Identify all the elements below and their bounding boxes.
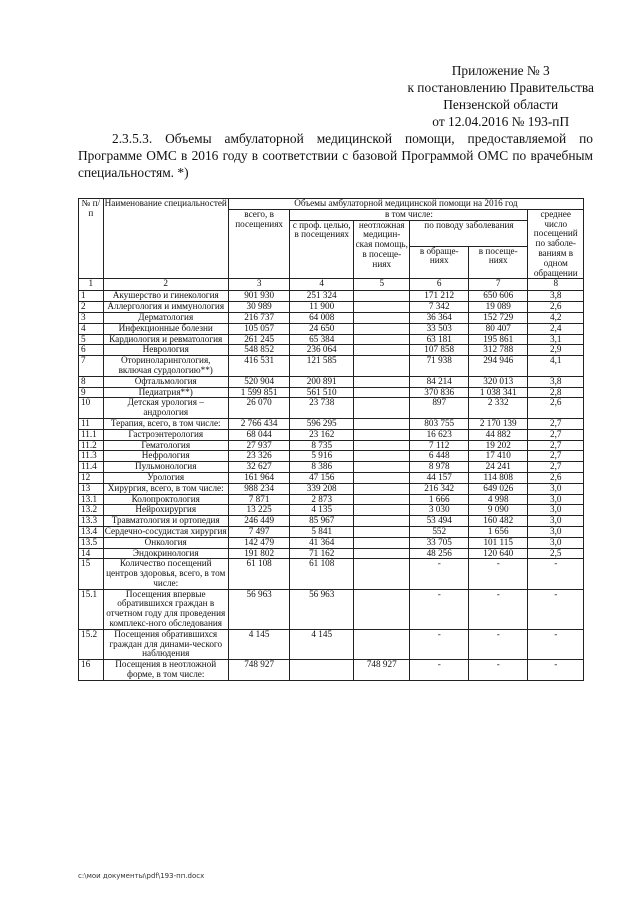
row-visits: 19 089 (468, 302, 528, 313)
row-number: 11 (79, 418, 104, 429)
row-appeals: 7 112 (410, 440, 469, 451)
row-avg: 3,0 (528, 526, 584, 537)
row-visits: 44 882 (468, 429, 528, 440)
table-row (79, 462, 584, 473)
row-total: 142 479 (228, 537, 290, 548)
row-name: Гастроэнтерология (103, 429, 228, 440)
header-num: № п/п (79, 199, 104, 279)
table-row (79, 505, 584, 516)
row-prof: 71 162 (290, 548, 354, 559)
table-row (79, 516, 584, 527)
row-avg: 2,7 (528, 429, 584, 440)
column-index: 8 (528, 279, 584, 291)
row-urgent (354, 559, 410, 589)
row-avg: 2,7 (528, 451, 584, 462)
row-visits: - (468, 589, 528, 629)
row-visits: 2 170 139 (468, 418, 528, 429)
column-index: 7 (468, 279, 528, 291)
table-row (79, 548, 584, 559)
header-incl: в том числе: (290, 209, 528, 220)
row-visits: 160 482 (468, 516, 528, 527)
row-avg: 2,7 (528, 462, 584, 473)
row-prof: 236 064 (290, 345, 354, 356)
row-total: 2 766 434 (228, 418, 290, 429)
row-avg: 2,7 (528, 418, 584, 429)
row-total: 261 245 (228, 334, 290, 345)
row-name: Дерматология (103, 312, 228, 323)
row-number: 15 (79, 559, 104, 589)
row-urgent (354, 334, 410, 345)
row-name: Нефрология (103, 451, 228, 462)
section-heading-text: 2.3.5.3. Объемы амбулаторной медицинской помощи, предоставляемой по Программе ОМС в 2016 году в соответствии с базовой Программой ОМС по врачебным специальностям. *) (78, 131, 593, 180)
row-number: 15.1 (79, 589, 104, 629)
row-prof: 4 145 (290, 629, 354, 659)
table-row (79, 440, 584, 451)
row-visits: 1 656 (468, 526, 528, 537)
row-appeals: 897 (410, 398, 469, 419)
row-visits: 80 407 (468, 323, 528, 334)
row-total: 748 927 (228, 660, 290, 681)
row-name: Аллергология и иммунология (103, 302, 228, 313)
row-name: Колопроктология (103, 494, 228, 505)
row-visits: 4 998 (468, 494, 528, 505)
row-visits: 17 410 (468, 451, 528, 462)
row-number: 11.3 (79, 451, 104, 462)
row-name: Хирургия, всего, в том числе: (103, 483, 228, 494)
row-total: 1 599 851 (228, 387, 290, 398)
row-name: Детская урология – андрология (103, 398, 228, 419)
row-visits: 312 788 (468, 345, 528, 356)
row-urgent (354, 376, 410, 387)
row-appeals: 803 755 (410, 418, 469, 429)
row-number: 16 (79, 660, 104, 681)
row-prof: 121 585 (290, 356, 354, 377)
row-appeals: - (410, 629, 469, 659)
table-row (79, 589, 584, 629)
row-appeals: 53 494 (410, 516, 469, 527)
table-row (79, 323, 584, 334)
row-total: 13 225 (228, 505, 290, 516)
table-row (79, 660, 584, 681)
table-row (79, 451, 584, 462)
table-row (79, 429, 584, 440)
column-index: 4 (290, 279, 354, 291)
row-urgent (354, 589, 410, 629)
row-visits: 650 606 (468, 291, 528, 302)
row-number: 1 (79, 291, 104, 302)
row-visits: 24 241 (468, 462, 528, 473)
section-heading (78, 130, 593, 181)
row-total: 4 145 (228, 629, 290, 659)
row-visits: 294 946 (468, 356, 528, 377)
table-row (79, 334, 584, 345)
row-appeals: 1 666 (410, 494, 469, 505)
row-urgent (354, 356, 410, 377)
row-total: 7 871 (228, 494, 290, 505)
row-prof: 23 162 (290, 429, 354, 440)
row-total: 56 963 (228, 589, 290, 629)
row-visits: 9 090 (468, 505, 528, 516)
row-number: 11.1 (79, 429, 104, 440)
row-prof: 596 295 (290, 418, 354, 429)
row-urgent (354, 526, 410, 537)
row-name: Инфекционные болезни (103, 323, 228, 334)
row-number: 2 (79, 302, 104, 313)
row-prof: 11 900 (290, 302, 354, 313)
column-index: 5 (354, 279, 410, 291)
annex-date: от 12.04.2016 № 193-пП (432, 114, 570, 129)
row-appeals: 7 342 (410, 302, 469, 313)
row-total: 32 627 (228, 462, 290, 473)
header-avg: среднее число посещений по заболе-ваниям в одном обращении (528, 209, 584, 279)
row-number: 15.2 (79, 629, 104, 659)
row-urgent (354, 398, 410, 419)
row-avg: 4,1 (528, 356, 584, 377)
row-avg: 3,0 (528, 483, 584, 494)
table-row (79, 376, 584, 387)
row-total: 246 449 (228, 516, 290, 527)
row-total: 216 737 (228, 312, 290, 323)
row-total: 7 497 (228, 526, 290, 537)
row-total: 30 989 (228, 302, 290, 313)
row-total: 61 108 (228, 559, 290, 589)
row-urgent (354, 516, 410, 527)
row-number: 4 (79, 323, 104, 334)
row-avg: 3,0 (528, 494, 584, 505)
row-avg: - (528, 660, 584, 681)
row-number: 8 (79, 376, 104, 387)
row-avg: - (528, 589, 584, 629)
table-row (79, 356, 584, 377)
row-prof: 8 386 (290, 462, 354, 473)
row-total: 988 234 (228, 483, 290, 494)
header-name: Наименование специальностей (103, 199, 228, 279)
row-total: 548 852 (228, 345, 290, 356)
row-visits: - (468, 660, 528, 681)
row-prof: 65 384 (290, 334, 354, 345)
row-avg: 3,8 (528, 291, 584, 302)
row-avg: 3,8 (528, 376, 584, 387)
table-row (79, 291, 584, 302)
row-prof: 339 208 (290, 483, 354, 494)
row-total: 416 531 (228, 356, 290, 377)
row-total: 27 937 (228, 440, 290, 451)
row-visits: 1 038 341 (468, 387, 528, 398)
header-urgent: неотложная медицин-ская помощь, в посеще-ниях (354, 220, 410, 279)
table-row (79, 418, 584, 429)
row-name: Травматология и ортопедия (103, 516, 228, 527)
table-row (79, 302, 584, 313)
row-prof: 24 650 (290, 323, 354, 334)
row-appeals: 3 030 (410, 505, 469, 516)
row-appeals: 84 214 (410, 376, 469, 387)
header-appeals: в обраще-ниях (410, 246, 469, 279)
row-urgent (354, 302, 410, 313)
row-urgent (354, 429, 410, 440)
row-visits: 649 026 (468, 483, 528, 494)
row-urgent (354, 451, 410, 462)
table-row (79, 629, 584, 659)
row-name: Урология (103, 472, 228, 483)
row-number: 13.1 (79, 494, 104, 505)
column-index: 2 (103, 279, 228, 291)
row-prof: 64 008 (290, 312, 354, 323)
row-avg: - (528, 559, 584, 589)
row-urgent (354, 345, 410, 356)
row-name: Нейрохирургия (103, 505, 228, 516)
row-avg: 2,8 (528, 387, 584, 398)
row-number: 14 (79, 548, 104, 559)
row-name: Пульмонология (103, 462, 228, 473)
row-appeals: 44 157 (410, 472, 469, 483)
row-urgent (354, 291, 410, 302)
table-row (79, 526, 584, 537)
row-number: 13.4 (79, 526, 104, 537)
row-urgent (354, 472, 410, 483)
row-appeals: 36 364 (410, 312, 469, 323)
row-number: 13.5 (79, 537, 104, 548)
row-appeals: 63 181 (410, 334, 469, 345)
annex-title: Приложение № 3 (451, 63, 550, 78)
table-row (79, 559, 584, 589)
column-index: 3 (228, 279, 290, 291)
row-name: Педиатрия**) (103, 387, 228, 398)
row-prof: 5 841 (290, 526, 354, 537)
row-appeals: 552 (410, 526, 469, 537)
row-prof (290, 660, 354, 681)
row-name: Посещения обратившихся граждан для динами-ческого наблюдения (103, 629, 228, 659)
row-total: 520 904 (228, 376, 290, 387)
row-visits: 120 640 (468, 548, 528, 559)
row-visits: 152 729 (468, 312, 528, 323)
row-visits: 19 202 (468, 440, 528, 451)
row-visits: 195 861 (468, 334, 528, 345)
row-name: Сердечно-сосудистая хирургия (104, 525, 227, 536)
header-disease: по поводу заболевания (410, 220, 528, 246)
row-urgent (354, 505, 410, 516)
row-avg: 2,4 (528, 323, 584, 334)
annex-region: Пензенской области (443, 97, 559, 112)
row-name: Посещения впервые обратившихся граждан в отчетном году для проведения комплекс-ного обследования (103, 589, 228, 629)
file-path-footer: c:\мои документы\pdf\193-пп.docx (78, 872, 205, 880)
column-index: 1 (79, 279, 104, 291)
row-appeals: 33 705 (410, 537, 469, 548)
row-avg: 3,0 (528, 537, 584, 548)
row-appeals: - (410, 559, 469, 589)
row-appeals: 16 623 (410, 429, 469, 440)
row-number: 10 (79, 398, 104, 419)
row-name: Посещения в неотложной форме, в том числе: (103, 660, 228, 681)
row-appeals: 6 448 (410, 451, 469, 462)
row-avg: 2,7 (528, 440, 584, 451)
row-prof: 5 916 (290, 451, 354, 462)
table-row (79, 483, 584, 494)
row-urgent (354, 537, 410, 548)
row-name: Офтальмология (103, 376, 228, 387)
annex-block (407, 62, 594, 130)
row-name: Оториноларингология, включая сурдологию**) (103, 356, 228, 377)
row-prof: 4 135 (290, 505, 354, 516)
row-avg: 2,5 (528, 548, 584, 559)
row-prof: 561 510 (290, 387, 354, 398)
row-name: Кардиология и ревматология (103, 334, 228, 345)
row-name: Терапия, всего, в том числе: (103, 418, 228, 429)
row-prof: 8 735 (290, 440, 354, 451)
row-total: 901 930 (228, 291, 290, 302)
row-avg: 2,9 (528, 345, 584, 356)
table-row (79, 494, 584, 505)
row-number: 11.2 (79, 440, 104, 451)
header-total: всего, в посещениях (228, 209, 290, 279)
row-prof: 200 891 (290, 376, 354, 387)
header-group: Объемы амбулаторной медицинской помощи на 2016 год (228, 199, 583, 210)
row-appeals: 33 503 (410, 323, 469, 334)
row-visits: 2 332 (468, 398, 528, 419)
row-avg: 3,0 (528, 516, 584, 527)
row-total: 68 044 (228, 429, 290, 440)
row-number: 9 (79, 387, 104, 398)
row-prof: 61 108 (290, 559, 354, 589)
row-avg: 4,2 (528, 312, 584, 323)
row-total: 105 057 (228, 323, 290, 334)
row-name: Акушерство и гинекология (103, 291, 228, 302)
annex-decree: к постановлению Правительства (407, 80, 594, 95)
row-urgent (354, 548, 410, 559)
row-prof: 41 364 (290, 537, 354, 548)
row-urgent (354, 494, 410, 505)
row-avg: 2,6 (528, 398, 584, 419)
row-visits: 320 013 (468, 376, 528, 387)
row-total: 26 070 (228, 398, 290, 419)
row-visits: - (468, 559, 528, 589)
row-urgent (354, 462, 410, 473)
row-total: 161 964 (228, 472, 290, 483)
volumes-table (78, 198, 584, 681)
row-prof: 85 967 (290, 516, 354, 527)
row-urgent: 748 927 (354, 660, 410, 681)
row-urgent (354, 483, 410, 494)
row-number: 5 (79, 334, 104, 345)
row-appeals: 71 938 (410, 356, 469, 377)
row-total: 23 326 (228, 451, 290, 462)
table-row (79, 472, 584, 483)
row-avg: 3,1 (528, 334, 584, 345)
row-visits: 101 115 (468, 537, 528, 548)
row-name: Эндокринология (103, 548, 228, 559)
row-number: 6 (79, 345, 104, 356)
row-urgent (354, 440, 410, 451)
row-name: Неврология (103, 345, 228, 356)
row-visits: 114 808 (468, 472, 528, 483)
row-prof: 23 738 (290, 398, 354, 419)
header-visits: в посеще-ниях (468, 246, 528, 279)
row-prof: 56 963 (290, 589, 354, 629)
row-urgent (354, 323, 410, 334)
row-number: 3 (79, 312, 104, 323)
row-prof: 47 156 (290, 472, 354, 483)
row-appeals: 8 978 (410, 462, 469, 473)
table-row (79, 312, 584, 323)
row-name: Гематология (103, 440, 228, 451)
row-number: 13.3 (79, 516, 104, 527)
column-index: 6 (410, 279, 469, 291)
table-row (79, 387, 584, 398)
row-number: 11.4 (79, 462, 104, 473)
row-urgent (354, 418, 410, 429)
column-index-row (79, 279, 584, 291)
row-total: 191 802 (228, 548, 290, 559)
row-urgent (354, 629, 410, 659)
row-appeals: - (410, 660, 469, 681)
table-row (79, 398, 584, 419)
row-prof: 2 873 (290, 494, 354, 505)
row-appeals: 48 256 (410, 548, 469, 559)
row-number: 13 (79, 483, 104, 494)
row-appeals: - (410, 589, 469, 629)
row-avg: 2,6 (528, 472, 584, 483)
row-number: 12 (79, 472, 104, 483)
table-row (79, 537, 584, 548)
header-prof: с проф. целью, в посещениях (290, 220, 354, 279)
table-row (79, 345, 584, 356)
row-name: Количество посещений центров здоровья, всего, в том числе: (103, 559, 228, 589)
row-number: 7 (79, 356, 104, 377)
row-visits: - (468, 629, 528, 659)
row-appeals: 370 836 (410, 387, 469, 398)
row-avg: - (528, 629, 584, 659)
row-prof: 251 324 (290, 291, 354, 302)
row-urgent (354, 387, 410, 398)
row-name: Онкология (103, 537, 228, 548)
row-avg: 2,6 (528, 302, 584, 313)
row-appeals: 107 858 (410, 345, 469, 356)
row-urgent (354, 312, 410, 323)
row-appeals: 216 342 (410, 483, 469, 494)
row-avg: 3,0 (528, 505, 584, 516)
row-appeals: 171 212 (410, 291, 469, 302)
row-number: 13.2 (79, 505, 104, 516)
